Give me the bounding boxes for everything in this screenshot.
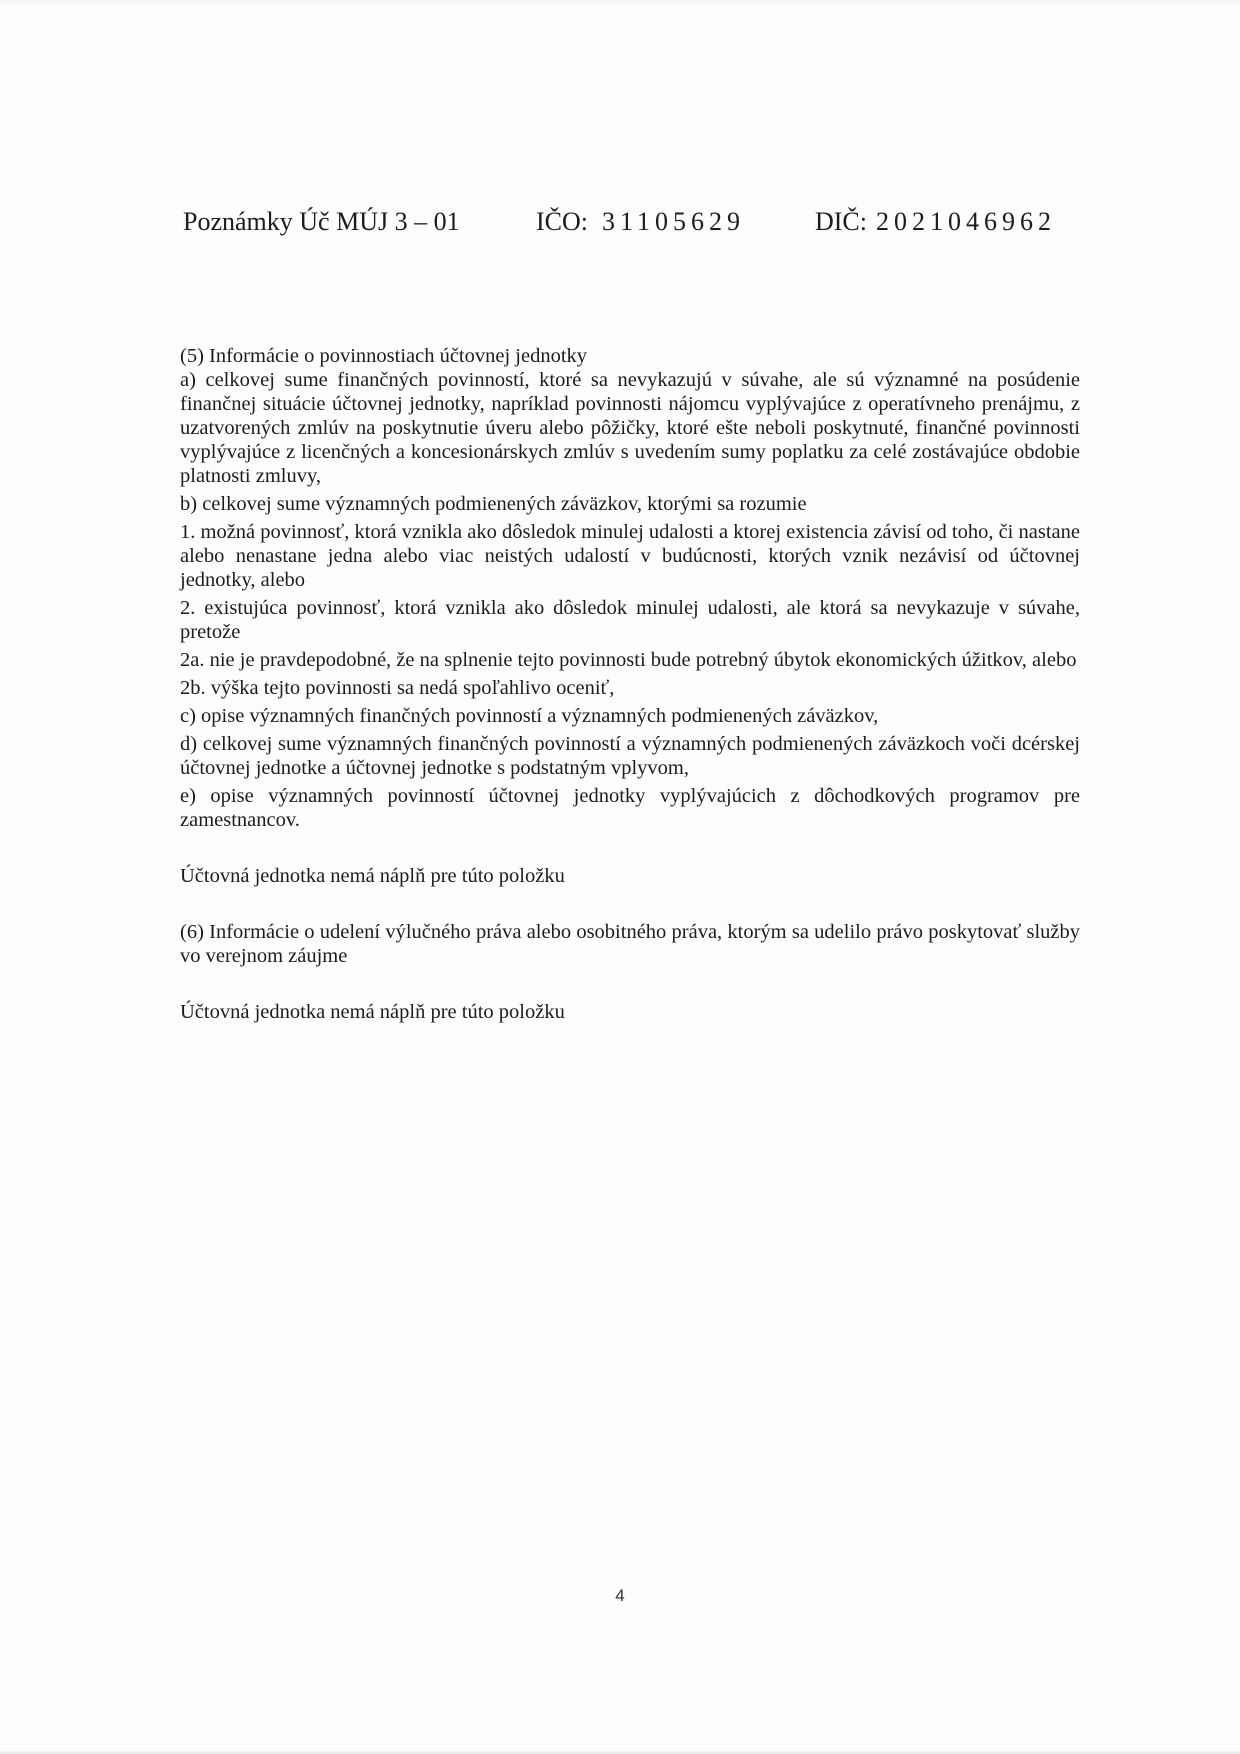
scan-edge-top — [0, 0, 1240, 6]
page-number: 4 — [615, 1586, 625, 1605]
ico-value: 31105629 — [602, 207, 746, 236]
section-5-item-a: a) celkovej sume finančných povinností, ktoré sa nevykazujú v súvahe, ale sú významné na posúdenie finančnej situácie účtovnej jednotky, napríklad povinnosti nájomcu vyplývajúce z operatívneho prenájmu, z uzatvorených zmlúv na poskytnutie úveru alebo pôžičky, ktoré ešte neboli poskytnuté, finančné povinnosti vyplývajúce z licenčných a koncesionárskych zmlúv s uvedením sumy poplatku za celé zostávajúce obdobie platnosti zmluvy, — [180, 369, 1080, 487]
ico-label: IČO: — [536, 207, 588, 236]
dic-value: 2021046962 — [876, 207, 1056, 236]
section-5-heading: (5) Informácie o povinnostiach účtovnej jednotky — [180, 345, 588, 367]
section-5-item-c: c) opise významných finančných povinností a významných podmienených záväzkov, — [180, 705, 879, 727]
header-title: Poznámky Úč MÚJ 3 – 01 — [183, 207, 460, 236]
section-5-note: Účtovná jednotka nemá náplň pre túto položku — [180, 865, 565, 887]
section-5-item-b2: 2. existujúca povinnosť, ktorá vznikla ako dôsledok minulej udalosti, ale ktorá sa nevykazuje v súvahe, pretože — [180, 597, 1080, 643]
section-5-item-b: b) celkovej sume významných podmienených záväzkov, ktorými sa rozumie — [180, 493, 807, 515]
section-5-item-b2b: 2b. výška tejto povinnosti sa nedá spoľahlivo oceniť, — [180, 677, 615, 699]
scan-edge-bottom — [0, 1750, 1240, 1754]
section-5-item-d: d) celkovej sume významných finančných povinností a významných podmienených záväzkoch voči dcérskej účtovnej jednotke a účtovnej jednotke s podstatným vplyvom, — [180, 733, 1080, 779]
dic-label: DIČ: — [815, 207, 867, 236]
document-body — [180, 344, 1080, 1024]
document-header — [183, 204, 1083, 240]
section-5-item-b2a: 2a. nie je pravdepodobné, že na splnenie tejto povinnosti bude potrebný úbytok ekonomických úžitkov, alebo — [180, 649, 1077, 671]
section-6-heading: (6) Informácie o udelení výlučného práva alebo osobitného práva, ktorým sa udelilo právo poskytovať služby vo verejnom záujme — [180, 921, 1080, 967]
section-5-item-b1: 1. možná povinnosť, ktorá vznikla ako dôsledok minulej udalosti a ktorej existencia závisí od toho, či nastane alebo nenastane jedna alebo viac neistých udalostí v budúcnosti, ktorých vznik nezávisí od účtovnej jednotky, alebo — [180, 521, 1080, 591]
section-6-note: Účtovná jednotka nemá náplň pre túto položku — [180, 1001, 565, 1023]
section-5-item-e: e) opise významných povinností účtovnej jednotky vyplývajúcich z dôchodkových programov pre zamestnancov. — [180, 785, 1080, 831]
